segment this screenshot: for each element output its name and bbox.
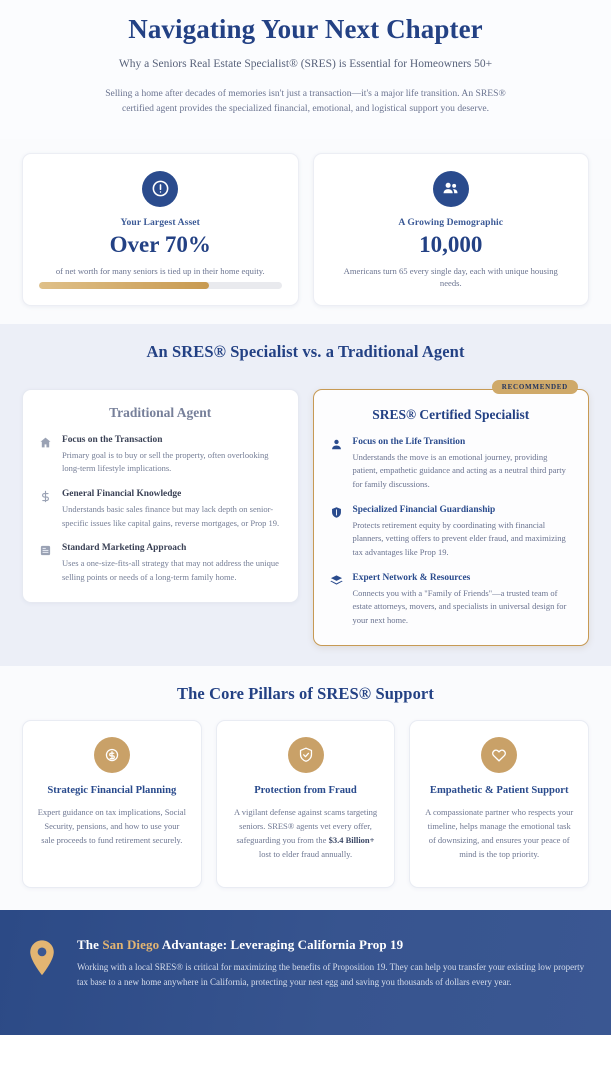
shield-check-icon [288, 737, 324, 773]
traditional-agent-title: Traditional Agent [109, 404, 212, 420]
shield-icon [330, 505, 344, 519]
comparison-section [0, 324, 611, 666]
pillars-section [0, 666, 611, 910]
pillar-text-post: lost to elder fraud annually. [258, 848, 353, 859]
stat-card-largest-asset [22, 153, 299, 306]
recommended-badge: RECOMMENDED [492, 380, 578, 394]
banner-heading-post: Advantage: Leveraging California Prop 19 [159, 936, 404, 952]
pillar-text [231, 805, 381, 861]
map-pin-icon [22, 927, 62, 977]
feature-text: Uses a one-size-fits-all strategy that may not address the unique selling points or needs of a long-term family home. [62, 558, 279, 582]
feature-text: Primary goal is to buy or sell the property, often overlooking long-term lifestyle implications. [62, 449, 269, 474]
stat-value: 10,000 [419, 231, 483, 257]
feature-heading: Standard Marketing Approach [62, 543, 187, 554]
dollar-icon [39, 489, 53, 503]
progress-fill [39, 282, 209, 289]
pillar-text: A compassionate partner who respects your timeline, helps manage the emotional task of downsizing, and ensures your peace of mind is the top priority. [425, 806, 574, 859]
san-diego-banner [0, 910, 611, 1035]
feature-text: Understands basic sales finance but may lack depth on senior-specific issues like capital gains, reverse mortgages, or Prop 19. [62, 503, 280, 528]
pillar-card-empathetic-support [409, 720, 589, 888]
pillar-card-fraud-protection [216, 720, 396, 888]
equity-progress-bar [39, 282, 282, 289]
feature-item [330, 505, 573, 560]
pillar-text: Expert guidance on tax implications, Social Security, pensions, and how to use your sale proceeds to fund retirement securely. [37, 806, 186, 845]
stat-description: Americans turn 65 every single day, each with unique housing needs. [343, 265, 558, 289]
feature-item [39, 543, 282, 584]
banner-body [77, 927, 589, 989]
pillars-heading: The Core Pillars of SRES® Support [177, 683, 434, 703]
traditional-agent-card [22, 389, 299, 603]
page-title: Navigating Your Next Chapter [128, 14, 483, 44]
user-icon [330, 437, 344, 451]
feature-item [330, 573, 573, 628]
dollar-circle-icon [94, 737, 130, 773]
hero-subtitle: Why a Seniors Real Estate Specialist® (SRES) is Essential for Homeowners 50+ [118, 57, 493, 70]
feature-heading: Expert Network & Resources [352, 572, 471, 583]
stat-card-growing-demographic [313, 153, 590, 306]
stats-section [0, 139, 611, 324]
layers-icon [330, 573, 344, 587]
stat-label: Your Largest Asset [120, 216, 200, 228]
pillars-row [22, 720, 589, 888]
banner-heading-pre: The [77, 936, 103, 952]
fraud-amount-highlight: $3.4 Billion+ [328, 834, 375, 845]
users-icon [433, 171, 469, 207]
home-icon [39, 435, 53, 449]
feature-heading: Specialized Financial Guardianship [352, 504, 496, 515]
heart-icon [481, 737, 517, 773]
stat-description: of net worth for many seniors is tied up in their home equity. [55, 265, 265, 276]
feature-text: Connects you with a "Family of Friends"—a trusted team of estate attorneys, movers, and specialists in universal design for your next home. [352, 587, 567, 626]
alert-circle-icon [142, 171, 178, 207]
hero-body-text: Selling a home after decades of memories isn't just a transaction—it's a major life transition. An SRES® certified agent provides the specialized financial, emotional, and logistical support you deserve. [105, 87, 506, 115]
feature-item [330, 437, 573, 492]
banner-text: Working with a local SRES® is critical for maximizing the benefits of Proposition 19. They can help you transfer your existing low property tax base to a new home anywhere in California, protecting your nest egg and saving you thousands of dollars every year. [77, 961, 585, 987]
pillar-card-financial-planning [22, 720, 202, 888]
feature-heading: Focus on the Transaction [62, 434, 163, 445]
sres-specialist-title: SRES® Certified Specialist [372, 406, 530, 422]
document-icon [39, 543, 53, 557]
hero-section [0, 0, 611, 139]
stat-label: A Growing Demographic [398, 216, 504, 228]
feature-item [39, 435, 282, 476]
stats-row [22, 153, 589, 306]
comparison-heading: An SRES® Specialist vs. a Traditional Agent [146, 341, 465, 361]
comparison-row [22, 378, 589, 646]
feature-heading: General Financial Knowledge [62, 489, 182, 500]
sres-specialist-card [313, 382, 590, 646]
pillar-heading: Protection from Fraud [254, 784, 357, 796]
pillar-text-pre: A vigilant defense against scams targeting seniors. SRES® agents vet every offer, safeguarding you from the [233, 806, 378, 845]
pillar-heading: Strategic Financial Planning [47, 784, 177, 796]
feature-heading: Focus on the Life Transition [352, 436, 466, 447]
banner-section [0, 910, 611, 1035]
banner-heading [77, 937, 589, 953]
feature-item [39, 489, 282, 530]
banner-heading-highlight: San Diego [102, 936, 160, 952]
feature-text: Understands the move is an emotional journey, providing patient, empathetic guidance and acting as a neutral third party for family discussions. [352, 451, 566, 490]
pillar-heading: Empathetic & Patient Support [429, 784, 569, 796]
stat-value: Over 70% [109, 231, 211, 257]
feature-text: Protects retirement equity by coordinating with financial planners, vetting offers to prevent elder fraud, and maximizing tax advantages like Prop 19. [352, 519, 566, 558]
